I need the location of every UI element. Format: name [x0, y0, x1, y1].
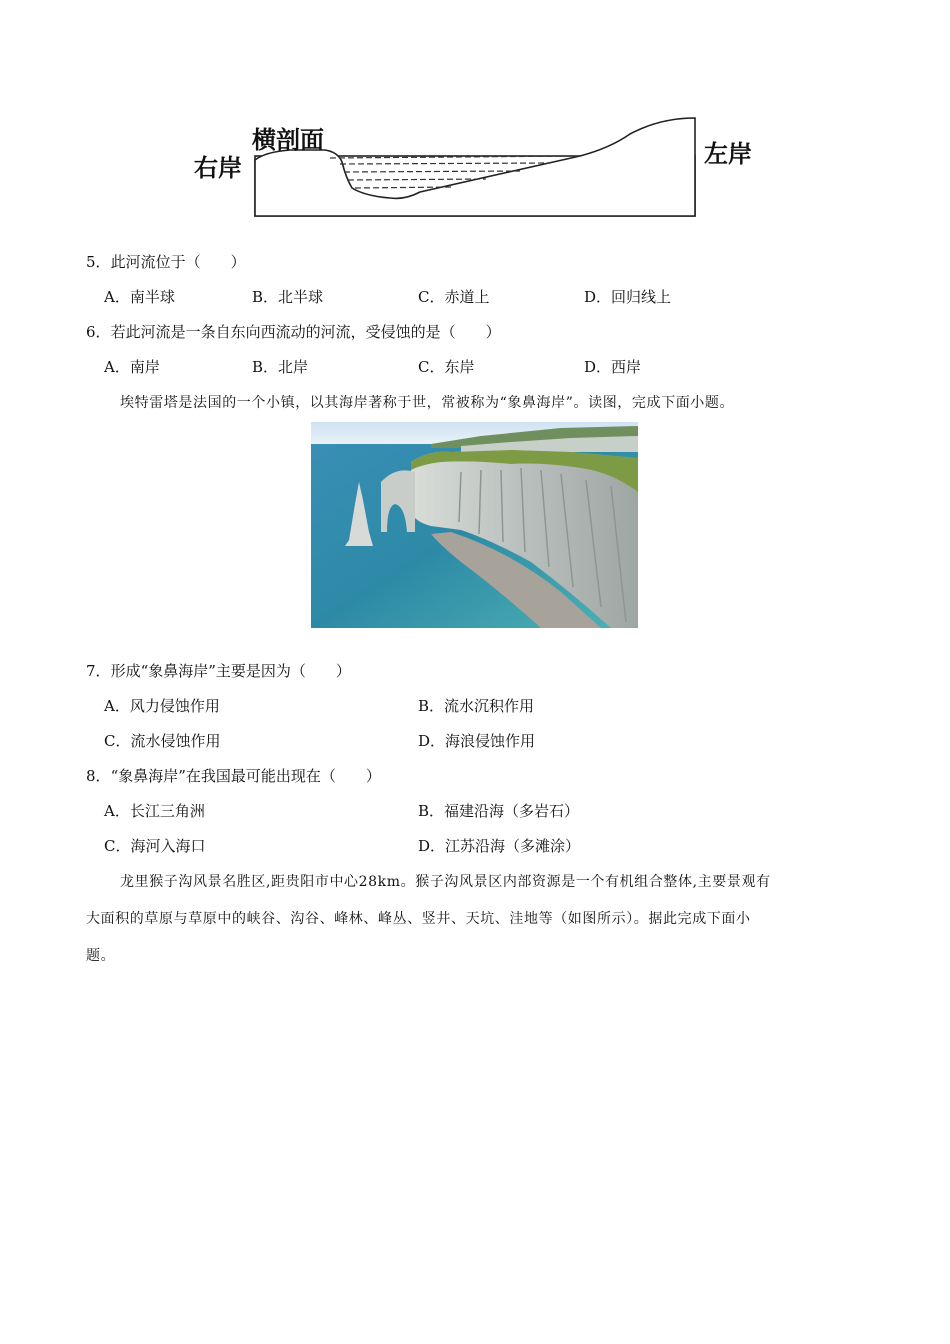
option-6c: C．东岸 — [418, 358, 475, 376]
option-5a: A．南半球 — [104, 288, 175, 306]
question-5: 5．此河流位于（ ） — [86, 253, 246, 271]
option-6a: A．南岸 — [104, 358, 160, 376]
question-7: 7．形成“象鼻海岸”主要是因为（ ） — [86, 662, 351, 680]
diagram-title: 横剖面 — [252, 126, 324, 154]
intro-houzigou-line-2: 大面积的草原与草原中的峡谷、沟谷、峰林、峰丛、竖井、天坑、洼地等（如图所示）。据此完成下面小 — [86, 911, 751, 927]
right-bank-label: 右岸 — [194, 154, 242, 182]
question-8: 8．“象鼻海岸”在我国最可能出现在（ ） — [86, 767, 381, 785]
question-number: 8 — [86, 767, 96, 785]
intro-houzigou-line-3: 题。 — [86, 948, 116, 964]
question-number: 7 — [86, 662, 96, 680]
question-stem: 形成“象鼻海岸”主要是因为（ ） — [110, 662, 351, 680]
option-7d: D．海浪侵蚀作用 — [418, 732, 536, 750]
option-8d: D．江苏沿海（多滩涂） — [418, 837, 581, 855]
option-6d: D．西岸 — [584, 358, 642, 376]
etretat-cliff-photo — [311, 422, 638, 628]
left-bank-label: 左岸 — [704, 140, 752, 168]
question-stem: 此河流位于（ ） — [110, 253, 246, 271]
question-6: 6．若此河流是一条自东向西流动的河流，受侵蚀的是（ ） — [86, 323, 501, 341]
option-5c: C．赤道上 — [418, 288, 490, 306]
intro-houzigou-line-1: 龙里猴子沟风景名胜区,距贵阳市中心28km。猴子沟风景区内部资源是一个有机组合整体,主要景观有 — [120, 874, 771, 890]
intro-etretat: 埃特雷塔是法国的一个小镇，以其海岸著称于世，常被称为“象鼻海岸”。读图，完成下面小题。 — [120, 395, 735, 411]
option-8a: A．长江三角洲 — [104, 802, 205, 820]
water-level-line — [340, 163, 550, 164]
option-6b: B．北岸 — [252, 358, 309, 376]
option-7a: A．风力侵蚀作用 — [104, 697, 220, 715]
question-stem: “象鼻海岸”在我国最可能出现在（ ） — [110, 767, 381, 785]
cliff-illustration — [311, 422, 638, 628]
water-level-line — [344, 171, 520, 172]
water-level-line — [348, 179, 486, 180]
option-5b: B．北半球 — [252, 288, 324, 306]
option-5d: D．回归线上 — [584, 288, 672, 306]
question-number: 5 — [86, 253, 96, 271]
question-number: 6 — [86, 323, 96, 341]
option-7c: C．流水侵蚀作用 — [104, 732, 221, 750]
question-stem: 若此河流是一条自东向西流动的河流，受侵蚀的是（ ） — [110, 323, 501, 341]
option-7b: B．流水沉积作用 — [418, 697, 535, 715]
option-8c: C．海河入海口 — [104, 837, 206, 855]
option-8b: B．福建沿海（多岩石） — [418, 802, 580, 820]
river-cross-section-diagram — [190, 112, 770, 227]
